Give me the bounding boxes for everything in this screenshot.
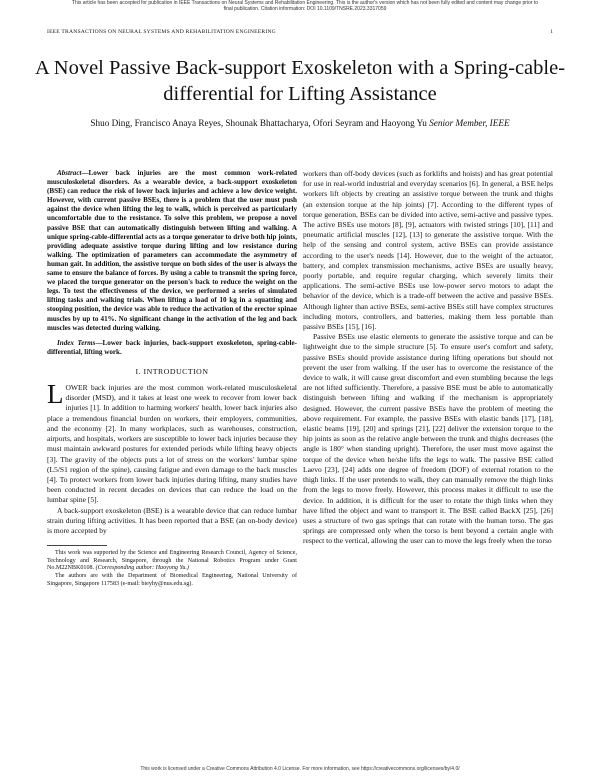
right-column [303,169,553,547]
left-column [47,169,297,588]
author-names: Shuo Ding, Francisco Anaya Reyes, Shounak Bhattacharya, Ofori Seyram and Haoyong Yu [90,118,427,128]
drop-cap: L [47,379,64,410]
page-number: 1 [550,29,553,35]
index-terms [47,339,297,357]
author-line [30,118,570,128]
running-header-journal: IEEE TRANSACTIONS ON NEURAL SYSTEMS AND REHABILITATION ENGINEERING [47,29,276,35]
abstract-text: —Lower back injuries are the most common work-related musculoskeletal disorders. As a wearable device, a back-support exoskeleton (BSE) can reduce the risk of lower back injuries and achieve a low device weight. However, with current passive BSEs, there is a problem that the user must push against the device when lifting the leg to walk, which is perceived as particularly uncomfortable due to the resistance. To solve this problem, we propose a novel passive BSE that can automatically distinguish between lifting and walking. A unique spring-cable-differential acts as a torque generator to drive both hip joints, providing adequate assistive torque during lifting and low resistance during walking. The optimization of parameters can accommodate the asymmetry of human gait. In addition, the assistive torque on both sides of the user is always the same to ensure the balance of forces. By using a cable to transmit the spring force, we placed the torque generator on the person's back to reduce the weight on the legs. To test the effectiveness of the device, we performed a series of simulated lifting tasks and walking trials. When lifting a load of 10 kg in a squatting and stooping position, the device was able to reduce the activation of the erector spinae muscles by up to 41%. No significant change in the activation of the leg and back muscles was detected during walking. [47,169,297,332]
intro-paragraph-1 [47,379,297,505]
intro-paragraph-1-text: OWER back injuries are the most common work-related musculoskeletal disorder (MSD), and it takes at least one week to recover from lower back injuries [1]. In addition to harming workers' health, lower back injuries also place a tremendous financial burden on workers, their employers, communities, and the economy [2]. In many workplaces, such as warehouses, construction, airports, and hospitals, workers are susceptible to lower back injuries because they must maintain awkward postures for extended periods while lifting heavy objects [3]. The gravity of the objects puts a lot of stress on the workers' lumbar spine (L5/S1 region of the spine), causing fatigue and even damage to the back muscles [4]. To protect workers from lower back injuries during lifting, many studies have been conducted in recent decades on devices that can reduce the load on the lumbar spine [5]. [47,383,297,505]
abstract-label: Abstract [57,169,82,177]
body-paragraph-passive-bse: Passive BSEs use elastic elements to generate the assistive torque and can be lightweight due to the simple structure [5]. To ensure user's comfort and safety, passive BSEs should provide assistance during lifting operations but should not prevent the user from walking. If the user has to overcome the resistance of the device to walk, it will cause great discomfort and even stumbling because the legs are not lifted sufficiently. Therefore, a passive BSE must be able to automatically distinguish between lifting and walking if the mechanism is appropriately designed. However, the current passive BSEs have the problem of meeting the above requirement. For example, the passive BSEs with elastic bands [17], [18], elastic beams [19], [20] and springs [21], [22] deliver the extension torque to the hip joints as soon as the relative angle between the trunk and thighs decreases (the angle is 180° when standing upright). Therefore, the user must move against the torque of the device when he/she lifts the legs to walk. The passive BSE called Laevo [23], [24] adds one degree of freedom (DOF) of external rotation to the thigh links. If the user pretends to walk, they can manually remove the thigh links from the legs to move freely. However, this process makes it difficult to use the device. In addition, it is difficult for the user to rotate the thigh links when they have lifted the object and want to transport it. The BSE called BackX [25], [26] uses a structure of two gas springs that can rotate with the human torso. The gas springs are compressed only when the torso is bent beyond a certain angle with respect to the vertical, allowing the user can to move the legs freely when the torso [303,332,553,546]
footnote-funding [47,550,297,573]
footnote-corresponding: (Corresponding author: Haoyong Yu.) [95,565,189,572]
index-terms-text: —Lower back injuries, back-support exoskeleton, spring-cable-differential, lifting work. [47,338,298,356]
author-membership: Senior Member, IEEE [429,118,510,128]
paper-title: A Novel Passive Back-support Exoskeleton with a Spring-cable-differential for Lifting Assistance [34,57,566,105]
publication-notice: This article has been accepted for publication in IEEE Transactions on Neural Systems and Rehabilitation Engineering. This is the author's version which has not been fully edited and content may change prior to final publication. Citation information: DOI 10.1109/TNSRE.2023.3317059 [71,0,539,13]
body-paragraph-continued: workers than off-body devices (such as forklifts and hoists) and has great potential for use in real-world industrial and everyday scenarios [6]. In general, a BSE helps workers lift objects by creating an assistive torque between the trunk and thighs (an extension torque at the hip joints) [7]. According to the different types of torque generation, BSEs can be divided into active, semi-active and passive types. The active BSEs use motors [8], [9], actuators with twisted strings [10], [11] and pneumatic artificial muscles [12], [13] to generate the assistive torque. With the help of the sensing and control system, active BSEs can provide assistance according to the user's needs [14]. However, due to the weight of the actuator, battery, and complex transmission mechanisms, active BSEs are usually heavy, poorly portable, and require regular charging, which severely limits their applications. The semi-active BSEs use low-power servo motors to adapt the behavior of the device, which is a trade-off between the active and passive BSEs. Although lighter than active BSEs, semi-active BSEs still have complex structures including motors, controllers, and batteries, making them less portable than passive BSEs [15], [16]. [303,169,553,332]
license-notice: This work is licensed under a Creative Commons Attribution 4.0 License. For more information, see https://creativecommons.org/licenses/by/4.0/ [140,766,460,772]
intro-paragraph-2: A back-support exoskeleton (BSE) is a wearable device that can reduce lumbar strain during lifting activities. It has been reported that a BSE (an on-body device) is more accepted by [47,505,297,535]
footnote-affiliation: The authors are with the Department of Biomedical Engineering, National University of Singapore, Singapore 117583 (e-mail: bieyhy@nus.edu.sg). [47,572,297,587]
footnote-funding-text: This work was supported by the Science and Engineering Research Council, Agency of Science, Technology and Research, Singapore, through the National Robotics Program under Grant No.M22NBK0108. [47,550,297,572]
index-terms-label: Index Terms [57,338,96,347]
section-heading-introduction: I. INTRODUCTION [135,366,209,376]
abstract [47,169,297,333]
footnote-divider [47,545,107,546]
